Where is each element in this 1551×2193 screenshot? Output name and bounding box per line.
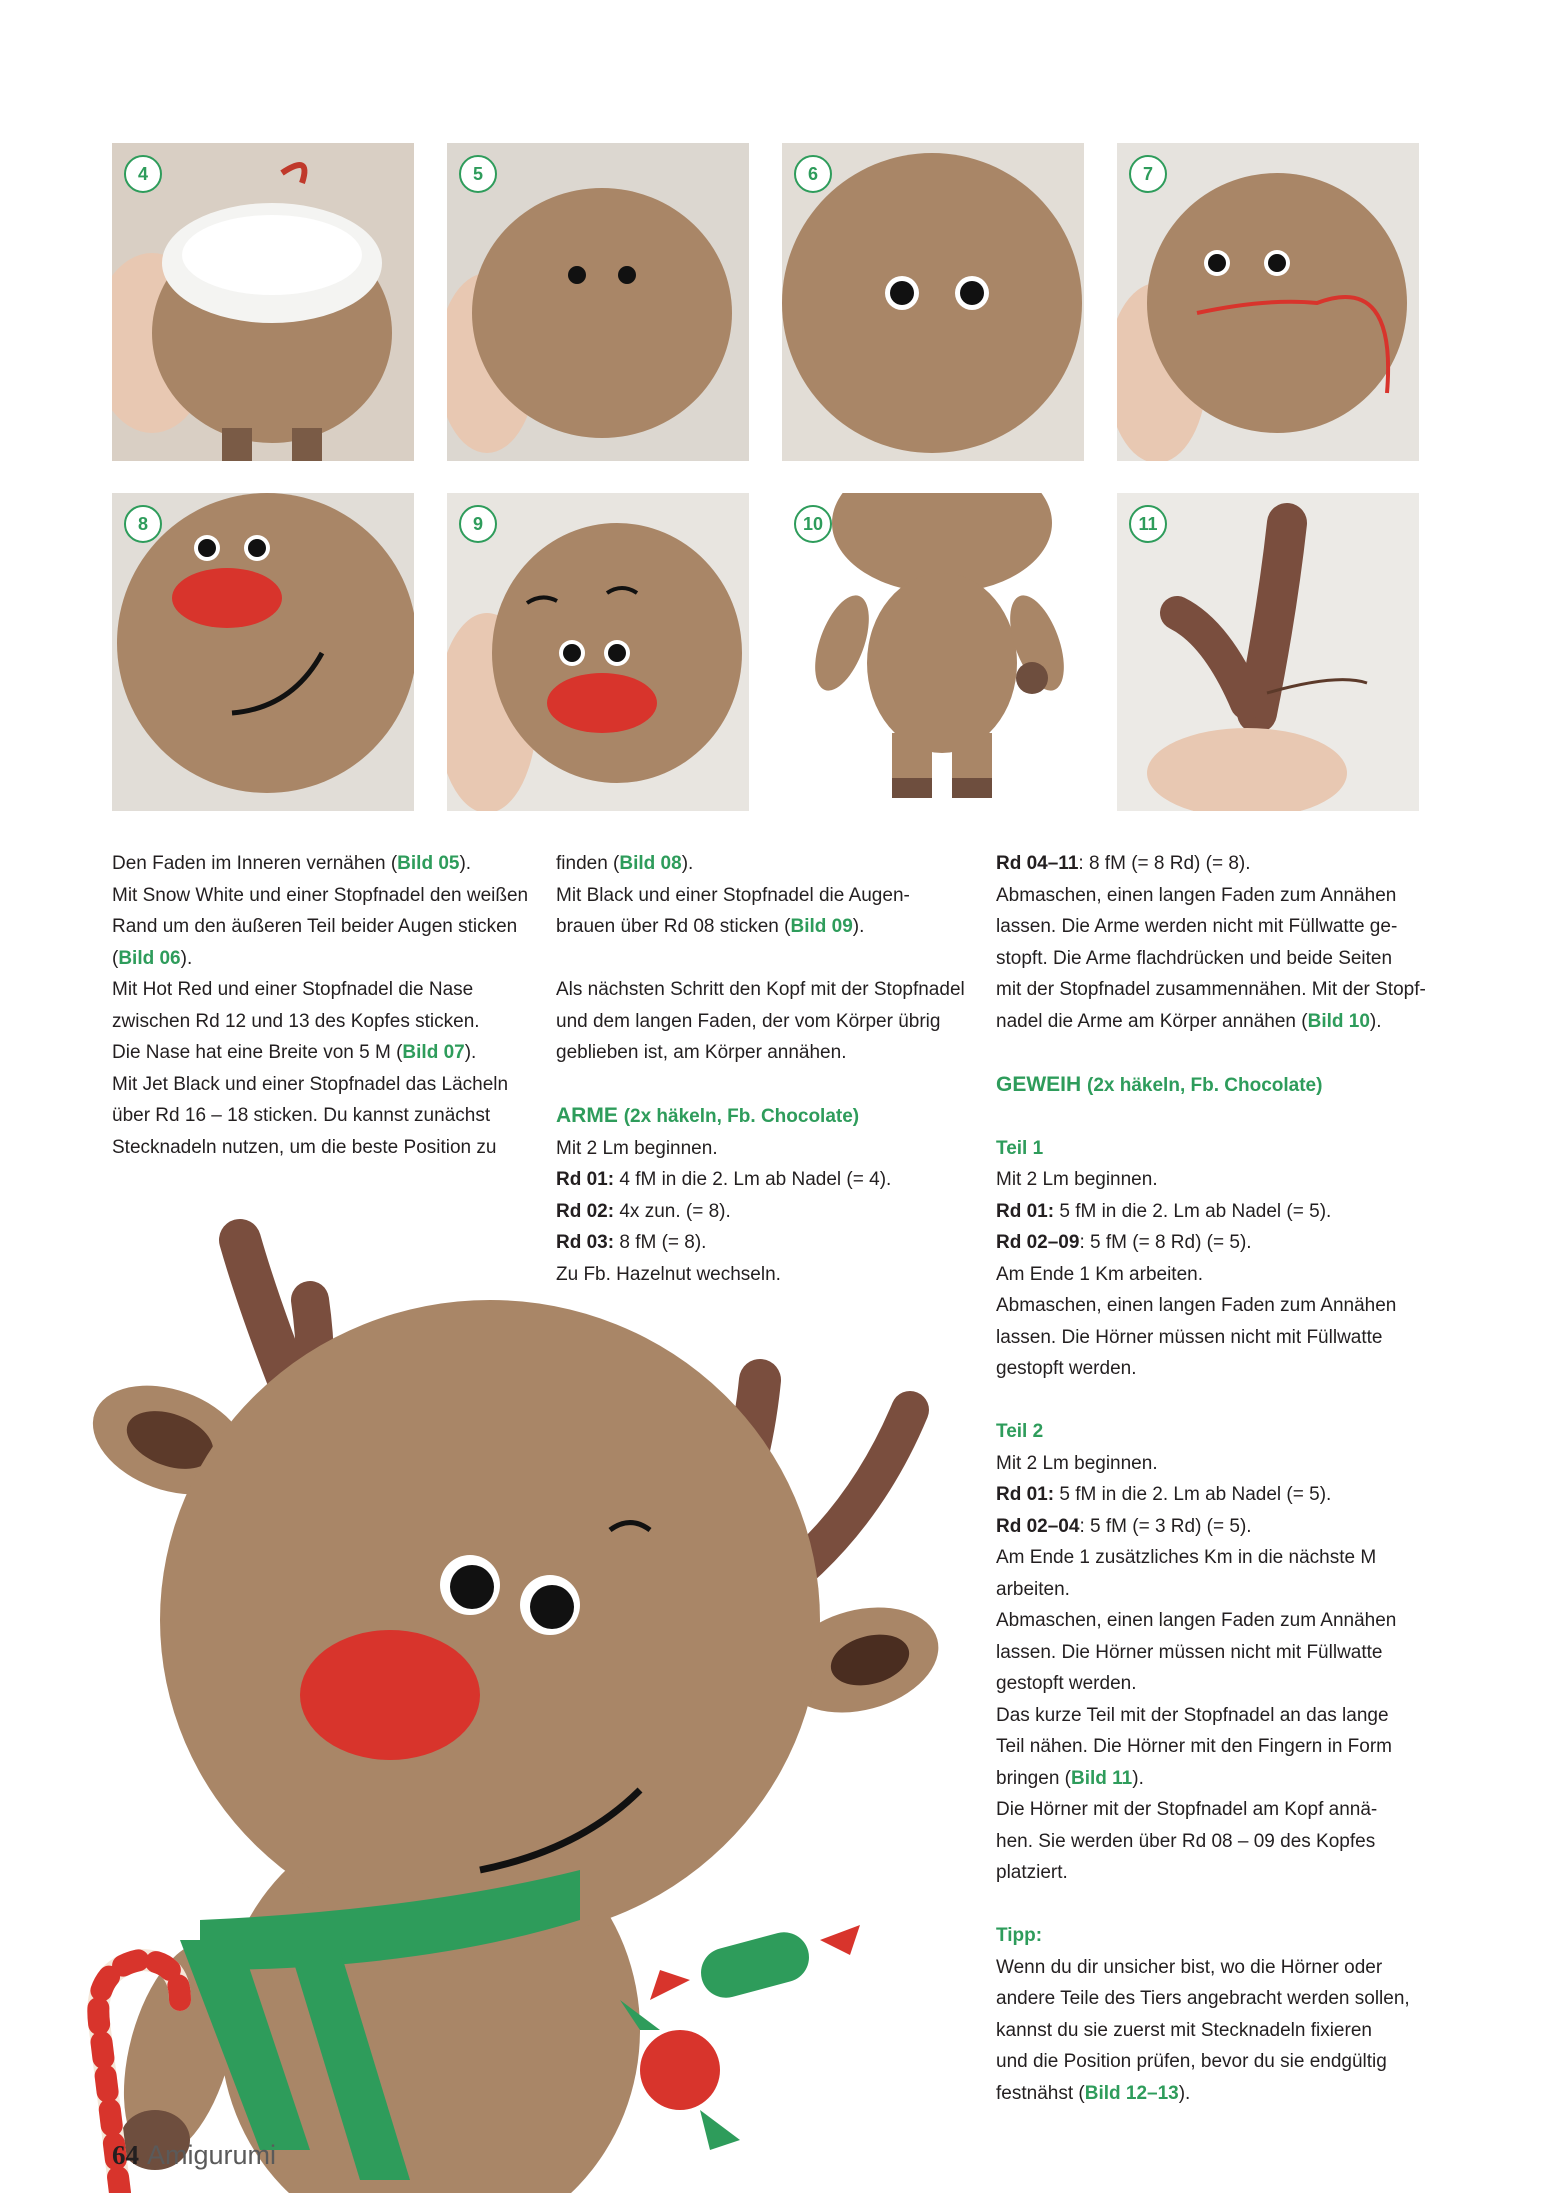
text-line: Abmaschen, einen langen Faden zum Annähen (996, 884, 1397, 906)
text-line: Wenn du dir unsicher bist, wo die Hörner oder (996, 1956, 1383, 1978)
text-line: Am Ende 1 zusätzliches Km in die nächste M (996, 1547, 1377, 1568)
text: brauen über Rd 08 sticken ( (556, 916, 791, 937)
page-number: 64 (112, 2140, 139, 2170)
text-line (996, 1479, 1436, 1511)
text-line (996, 2078, 1436, 2110)
text: : 5 fM (= 3 Rd) (= 5). (1079, 1515, 1252, 1537)
text-line: Teil nähen. Die Hörner mit den Fingern in Form (996, 1736, 1393, 1757)
photo-9-image (447, 493, 749, 811)
text-line (112, 1037, 542, 1069)
subheading-teil-2: Teil 2 (996, 1421, 1044, 1442)
text: nadel die Arme am Körper annähen ( (996, 1010, 1308, 1032)
figure-ref: Bild 09 (790, 916, 853, 937)
text: ). (852, 916, 865, 937)
text-line: Das kurze Teil mit der Stopfnadel an das lange (996, 1704, 1389, 1726)
text-line: stopft. Die Arme flachdrücken und beide Seiten (996, 947, 1393, 969)
step-photo-10 (782, 493, 1084, 811)
text-line: Abmaschen, einen langen Faden zum Annähen (996, 1295, 1397, 1316)
step-photo-7 (1117, 143, 1419, 461)
text-line: andere Teile des Tiers angebracht werden sollen, (996, 1988, 1410, 2009)
text-line: Mit 2 Lm beginnen. (996, 1452, 1158, 1474)
magazine-name: Amigurumi (147, 2140, 277, 2170)
text-column-3 (996, 848, 1436, 2109)
round-label: Rd 03: (556, 1232, 615, 1253)
text-line: Mit 2 Lm beginnen. (996, 1169, 1158, 1190)
text: 4 fM in die 2. Lm ab Nadel (= 4). (614, 1169, 892, 1190)
text-line: und die Position prüfen, bevor du sie endgültig (996, 2051, 1387, 2072)
text-line (996, 1006, 1436, 1038)
text-line: kannst du sie zuerst mit Stecknadeln fixieren (996, 2019, 1372, 2041)
photo-badge: 8 (124, 505, 162, 543)
reindeer-hero-image (60, 1150, 960, 2193)
round-label: Rd 01: (996, 1200, 1055, 1222)
text: ). (681, 853, 694, 874)
text: ). (1178, 2082, 1191, 2104)
figure-ref: Bild 06 (118, 947, 181, 969)
text-line: Abmaschen, einen langen Faden zum Annähen (996, 1610, 1397, 1631)
text-line (556, 911, 986, 943)
text: festnähst ( (996, 2082, 1085, 2104)
text-column-1 (112, 848, 542, 1163)
figure-ref: Bild 11 (1071, 1767, 1133, 1789)
text-line: gestopft werden. (996, 1673, 1137, 1694)
section-heading-arme (556, 1100, 986, 1133)
text: bringen ( (996, 1767, 1071, 1789)
figure-ref: Bild 12–13 (1084, 2082, 1179, 2104)
text-line: über Rd 16 – 18 sticken. Du kannst zunächst (112, 1105, 491, 1126)
text: ). (459, 853, 472, 874)
step-photo-11 (1117, 493, 1419, 811)
text-line: Mit Snow White und einer Stopfnadel den weißen (112, 884, 529, 906)
text-line: Am Ende 1 Km arbeiten. (996, 1263, 1203, 1285)
round-label: Rd 01: (996, 1484, 1055, 1505)
figure-ref: Bild 07 (402, 1042, 465, 1063)
tip-heading: Tipp: (996, 1925, 1043, 1946)
text-line: Rand um den äußeren Teil beider Augen sticken (112, 916, 518, 937)
text-line (996, 1196, 1436, 1228)
text-line: Zu Fb. Hazelnut wechseln. (556, 1263, 781, 1285)
heading-title: ARME (556, 1104, 618, 1127)
text-line: platziert. (996, 1862, 1068, 1883)
photo-6-image (782, 143, 1084, 461)
step-photo-4 (112, 143, 414, 461)
photo-badge: 10 (794, 505, 832, 543)
text-line: zwischen Rd 12 und 13 des Kopfes sticken. (112, 1010, 480, 1032)
photo-badge: 4 (124, 155, 162, 193)
text: 8 fM (= 8). (614, 1232, 707, 1253)
text: finden ( (556, 853, 620, 874)
text: : 5 fM (= 8 Rd) (= 5). (1079, 1232, 1252, 1253)
text: Den Faden im Inneren vernähen ( (112, 853, 398, 874)
text-line: arbeiten. (996, 1578, 1070, 1600)
text-line: mit der Stopfnadel zusammennähen. Mit der Stopf- (996, 979, 1426, 1000)
text: ). (464, 1042, 477, 1063)
text: 5 fM in die 2. Lm ab Nadel (= 5). (1054, 1200, 1332, 1222)
figure-ref: Bild 10 (1307, 1010, 1370, 1032)
text: Die Nase hat eine Breite von 5 M ( (112, 1042, 403, 1063)
text-line: Mit Jet Black und einer Stopfnadel das Lächeln (112, 1073, 509, 1095)
text: ). (1132, 1767, 1144, 1789)
text: 5 fM in die 2. Lm ab Nadel (= 5). (1054, 1484, 1332, 1505)
step-photo-6 (782, 143, 1084, 461)
photo-8-image (112, 493, 414, 811)
round-label: Rd 04–11 (996, 853, 1079, 874)
text-line: Als nächsten Schritt den Kopf mit der Stopfnadel (556, 979, 965, 1000)
photo-10-image (782, 493, 1084, 811)
text-line (996, 1511, 1436, 1543)
subheading-teil-1: Teil 1 (996, 1137, 1044, 1159)
step-photo-8 (112, 493, 414, 811)
page-footer (112, 2140, 276, 2171)
text-line (996, 1763, 1436, 1795)
heading-subtitle: (2x häkeln, Fb. Chocolate) (1087, 1074, 1323, 1096)
text: ). (1369, 1010, 1382, 1032)
text-line: Mit Hot Red und einer Stopfnadel die Nase (112, 979, 474, 1000)
figure-ref: Bild 08 (619, 853, 682, 874)
round-label: Rd 01: (556, 1169, 615, 1190)
text-line (996, 848, 1436, 880)
text-line: Stecknadeln nutzen, um die beste Position zu (112, 1136, 497, 1158)
photo-badge: 7 (1129, 155, 1167, 193)
text-line: und dem langen Faden, der vom Körper übrig (556, 1010, 941, 1032)
text-line: geblieben ist, am Körper annähen. (556, 1042, 847, 1063)
text: 4x zun. (= 8). (614, 1200, 731, 1222)
photo-4-image (112, 143, 414, 461)
text-line (996, 1227, 1436, 1259)
photo-11-image (1117, 493, 1419, 811)
step-photo-5 (447, 143, 749, 461)
text-line (556, 848, 986, 880)
text-line (112, 943, 542, 975)
text-line: hen. Sie werden über Rd 08 – 09 des Kopfes (996, 1830, 1376, 1852)
round-label: Rd 02–09 (996, 1232, 1080, 1253)
photo-badge: 9 (459, 505, 497, 543)
heading-title: GEWEIH (996, 1072, 1082, 1096)
photo-badge: 11 (1129, 505, 1167, 543)
text: : 8 fM (= 8 Rd) (= 8). (1078, 853, 1251, 874)
step-photo-9 (447, 493, 749, 811)
photo-badge: 5 (459, 155, 497, 193)
text-line: Mit Black und einer Stopfnadel die Augen- (556, 884, 910, 906)
text: ). (180, 947, 193, 969)
section-heading-geweih (996, 1069, 1436, 1102)
reindeer-illustration (60, 1150, 960, 2193)
heading-subtitle: (2x häkeln, Fb. Chocolate) (623, 1106, 860, 1127)
photo-7-image (1117, 143, 1419, 461)
text-line (112, 848, 542, 880)
text-line: lassen. Die Hörner müssen nicht mit Füllwatte (996, 1641, 1383, 1663)
text-line: Mit 2 Lm beginnen. (556, 1137, 718, 1159)
photo-5-image (447, 143, 749, 461)
text-line: lassen. Die Hörner müssen nicht mit Füllwatte (996, 1326, 1383, 1348)
photo-badge: 6 (794, 155, 832, 193)
text: ( (112, 947, 119, 969)
text-line: gestopft werden. (996, 1358, 1137, 1379)
round-label: Rd 02–04 (996, 1515, 1080, 1537)
round-label: Rd 02: (556, 1200, 615, 1222)
text-line: Die Hörner mit der Stopfnadel am Kopf annä- (996, 1799, 1378, 1820)
figure-ref: Bild 05 (397, 853, 460, 874)
text-line: lassen. Die Arme werden nicht mit Füllwatte ge- (996, 916, 1398, 937)
